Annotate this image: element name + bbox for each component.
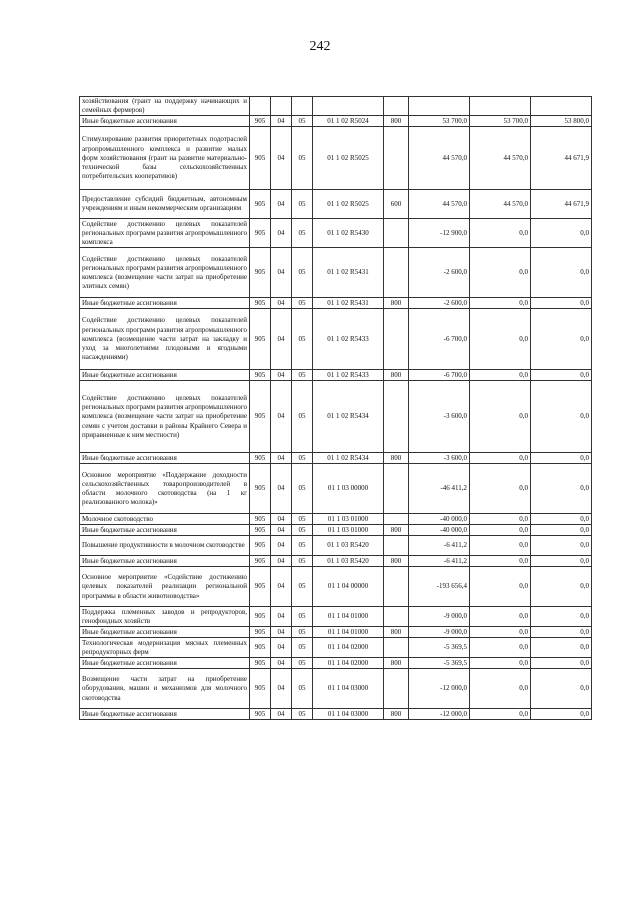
cell-pr: 05 [292,219,313,248]
cell-pr: 05 [292,127,313,190]
cell-csr: 01 1 03 01000 [313,514,384,525]
table-row [80,219,592,248]
cell-pr: 05 [292,638,313,658]
cell-csr: 01 1 02 R5025 [313,190,384,219]
cell-vr: 800 [384,709,409,720]
cell-rz: 04 [271,514,292,525]
cell-y3: 0,0 [531,370,592,381]
cell-y1 [409,97,470,116]
cell-name: Содействие достижению целевых показателей региональных программ развития агропромышленного комплекса (возмещение части затрат на закладку и уход за многолетними плодовыми и ягодными насаждениями) [80,309,250,370]
cell-pr: 05 [292,190,313,219]
cell-csr: 01 1 02 R5434 [313,381,384,453]
cell-gr: 905 [250,607,271,627]
cell-rz: 04 [271,381,292,453]
cell-y1: -193 656,4 [409,567,470,607]
cell-gr: 905 [250,248,271,298]
cell-csr: 01 1 02 R5433 [313,309,384,370]
cell-name: Иные бюджетные ассигнования [80,627,250,638]
cell-pr: 05 [292,669,313,709]
cell-name: Иные бюджетные ассигнования [80,658,250,669]
cell-rz: 04 [271,298,292,309]
budget-table [79,96,592,720]
cell-y2: 0,0 [470,298,531,309]
cell-rz: 04 [271,370,292,381]
cell-pr: 05 [292,453,313,464]
cell-y1: 44 570,0 [409,127,470,190]
cell-rz: 04 [271,464,292,514]
table-row [80,627,592,638]
cell-gr: 905 [250,556,271,567]
cell-gr: 905 [250,669,271,709]
cell-y1: -3 600,0 [409,381,470,453]
cell-name: Иные бюджетные ассигнования [80,116,250,127]
cell-y1: 44 570,0 [409,190,470,219]
cell-y2: 44 570,0 [470,127,531,190]
cell-y2: 0,0 [470,219,531,248]
cell-vr [384,638,409,658]
cell-rz: 04 [271,525,292,536]
table-row [80,453,592,464]
cell-gr: 905 [250,464,271,514]
table-row [80,514,592,525]
cell-name: Поддержка племенных заводов и репродукторов, генофондных хозяйств [80,607,250,627]
cell-y2: 0,0 [470,536,531,556]
cell-rz: 04 [271,607,292,627]
cell-vr [384,97,409,116]
cell-y1: -3 600,0 [409,453,470,464]
cell-pr: 05 [292,514,313,525]
cell-csr: 01 1 02 R5431 [313,298,384,309]
cell-vr: 800 [384,658,409,669]
cell-name: Иные бюджетные ассигнования [80,298,250,309]
cell-csr: 01 1 04 03000 [313,669,384,709]
cell-name: Основное мероприятие «Содействие достижению целевых показателей реализации региональной программы в области животноводства» [80,567,250,607]
cell-name: Иные бюджетные ассигнования [80,556,250,567]
cell-y2: 0,0 [470,381,531,453]
cell-gr: 905 [250,381,271,453]
cell-y3: 0,0 [531,514,592,525]
cell-y2: 0,0 [470,627,531,638]
cell-csr: 01 1 03 R5420 [313,556,384,567]
cell-y3: 0,0 [531,556,592,567]
table-row [80,127,592,190]
cell-csr: 01 1 03 01000 [313,525,384,536]
cell-y2: 0,0 [470,370,531,381]
cell-y2: 0,0 [470,453,531,464]
cell-csr: 01 1 04 03000 [313,709,384,720]
cell-name: Иные бюджетные ассигнования [80,709,250,720]
cell-gr: 905 [250,309,271,370]
cell-vr [384,248,409,298]
cell-y3: 0,0 [531,298,592,309]
table-row [80,536,592,556]
cell-csr: 01 1 02 R5431 [313,248,384,298]
cell-gr: 905 [250,190,271,219]
cell-y1: -9 000,0 [409,607,470,627]
cell-pr: 05 [292,536,313,556]
cell-pr: 05 [292,381,313,453]
cell-y3: 0,0 [531,453,592,464]
cell-name: хозяйствования (грант на поддержку начинающих и семейных фермеров) [80,97,250,116]
cell-csr: 01 1 02 R5024 [313,116,384,127]
cell-rz: 04 [271,567,292,607]
cell-pr: 05 [292,627,313,638]
cell-gr: 905 [250,525,271,536]
cell-gr: 905 [250,658,271,669]
cell-gr: 905 [250,453,271,464]
cell-vr [384,219,409,248]
cell-rz: 04 [271,453,292,464]
cell-csr: 01 1 02 R5025 [313,127,384,190]
cell-y3: 0,0 [531,627,592,638]
cell-rz: 04 [271,248,292,298]
cell-rz: 04 [271,709,292,720]
cell-csr: 01 1 04 01000 [313,627,384,638]
cell-vr [384,127,409,190]
table-row [80,638,592,658]
cell-pr: 05 [292,567,313,607]
table-row [80,116,592,127]
cell-vr [384,536,409,556]
cell-name: Содействие достижению целевых показателей региональных программ развития агропромышленного комплекса (возмещение части затрат на приобретение элитных семян) [80,248,250,298]
cell-csr: 01 1 04 02000 [313,658,384,669]
cell-rz: 04 [271,127,292,190]
cell-gr: 905 [250,536,271,556]
cell-pr: 05 [292,309,313,370]
cell-y3: 0,0 [531,536,592,556]
cell-y1: -5 369,5 [409,638,470,658]
cell-vr: 800 [384,116,409,127]
cell-y3: 0,0 [531,309,592,370]
cell-vr: 800 [384,556,409,567]
cell-name: Возмещение части затрат на приобретение оборудования, машин и механизмов для молочного скотоводства [80,669,250,709]
cell-rz: 04 [271,536,292,556]
cell-y3: 0,0 [531,669,592,709]
cell-y1: 53 700,0 [409,116,470,127]
cell-y2: 0,0 [470,607,531,627]
cell-name: Повышение продуктивности в молочном скотоводстве [80,536,250,556]
cell-y2: 44 570,0 [470,190,531,219]
cell-pr: 05 [292,658,313,669]
cell-rz [271,97,292,116]
cell-y2: 0,0 [470,567,531,607]
cell-y3: 0,0 [531,464,592,514]
cell-y2: 0,0 [470,669,531,709]
cell-gr: 905 [250,127,271,190]
cell-gr: 905 [250,116,271,127]
cell-y3: 0,0 [531,525,592,536]
cell-y1: -40 000,0 [409,525,470,536]
page-number: 242 [309,39,331,54]
cell-y2: 0,0 [470,309,531,370]
cell-y1: -2 600,0 [409,298,470,309]
cell-vr: 800 [384,453,409,464]
cell-y2: 0,0 [470,248,531,298]
cell-y3: 0,0 [531,219,592,248]
cell-vr [384,514,409,525]
cell-gr: 905 [250,627,271,638]
table-row [80,658,592,669]
cell-y3: 0,0 [531,638,592,658]
cell-rz: 04 [271,309,292,370]
cell-y2: 0,0 [470,514,531,525]
cell-rz: 04 [271,658,292,669]
cell-name: Молочное скотоводство [80,514,250,525]
cell-name: Содействие достижению целевых показателей региональных программ развития агропромышленного комплекса [80,219,250,248]
cell-vr [384,669,409,709]
table-row [80,709,592,720]
cell-y3: 0,0 [531,567,592,607]
cell-pr: 05 [292,248,313,298]
cell-gr: 905 [250,219,271,248]
cell-rz: 04 [271,627,292,638]
cell-y3: 0,0 [531,658,592,669]
cell-name: Иные бюджетные ассигнования [80,525,250,536]
cell-y1: -6 700,0 [409,370,470,381]
cell-y2: 0,0 [470,658,531,669]
cell-gr: 905 [250,298,271,309]
cell-pr: 05 [292,464,313,514]
cell-csr: 01 1 02 R5430 [313,219,384,248]
table-row [80,567,592,607]
cell-gr: 905 [250,567,271,607]
cell-vr [384,309,409,370]
cell-y1: -12 000,0 [409,669,470,709]
cell-vr: 600 [384,190,409,219]
cell-pr: 05 [292,525,313,536]
cell-gr: 905 [250,514,271,525]
cell-csr [313,97,384,116]
cell-csr: 01 1 04 01000 [313,607,384,627]
table-row [80,556,592,567]
cell-vr: 800 [384,370,409,381]
cell-vr: 800 [384,525,409,536]
table-body [80,97,592,720]
cell-vr: 800 [384,298,409,309]
cell-rz: 04 [271,190,292,219]
cell-pr: 05 [292,556,313,567]
cell-pr: 05 [292,298,313,309]
cell-y3: 0,0 [531,709,592,720]
table-row [80,190,592,219]
cell-pr: 05 [292,116,313,127]
cell-y1: -9 000,0 [409,627,470,638]
table-row [80,370,592,381]
cell-pr [292,97,313,116]
cell-y1: -12 900,0 [409,219,470,248]
cell-vr [384,607,409,627]
cell-y2: 0,0 [470,556,531,567]
cell-y2: 0,0 [470,709,531,720]
cell-gr: 905 [250,709,271,720]
cell-y3: 44 671,9 [531,190,592,219]
cell-y1: -5 369,5 [409,658,470,669]
table-row [80,298,592,309]
cell-rz: 04 [271,219,292,248]
cell-rz: 04 [271,669,292,709]
cell-vr [384,381,409,453]
cell-name: Иные бюджетные ассигнования [80,370,250,381]
cell-name: Основное мероприятие «Поддержание доходности сельскохозяйственных товаропроизводителей в области молочного скотоводства (на 1 кг реализованного молока)» [80,464,250,514]
cell-y3: 44 671,9 [531,127,592,190]
table-row [80,669,592,709]
table-row [80,607,592,627]
cell-vr [384,567,409,607]
cell-y1: -6 411,2 [409,536,470,556]
cell-y2 [470,97,531,116]
cell-y1: -2 600,0 [409,248,470,298]
cell-vr [384,464,409,514]
cell-y1: -6 700,0 [409,309,470,370]
cell-gr: 905 [250,638,271,658]
cell-y2: 0,0 [470,525,531,536]
cell-name: Стимулирование развития приоритетных подотраслей агропромышленного комплекса и развитие малых форм хозяйствования (грант на развитие материально-технической базы сельскохозяйственных потребительских кооперативов) [80,127,250,190]
cell-y3: 0,0 [531,248,592,298]
cell-csr: 01 1 04 00000 [313,567,384,607]
table-row [80,309,592,370]
cell-rz: 04 [271,556,292,567]
cell-y2: 0,0 [470,464,531,514]
table-row [80,381,592,453]
cell-rz: 04 [271,638,292,658]
cell-y1: -46 411,2 [409,464,470,514]
cell-pr: 05 [292,709,313,720]
cell-pr: 05 [292,607,313,627]
cell-rz: 04 [271,116,292,127]
cell-pr: 05 [292,370,313,381]
table-row [80,248,592,298]
cell-y2: 0,0 [470,638,531,658]
cell-y1: -40 000,0 [409,514,470,525]
cell-y3: 0,0 [531,381,592,453]
cell-name: Содействие достижению целевых показателей региональных программ развития агропромышленного комплекса (возмещение части затрат на приобретение семян с учетом доставки в районы Крайнего Севера и приравненные к ним местности) [80,381,250,453]
cell-y3: 53 800,0 [531,116,592,127]
cell-y2: 53 700,0 [470,116,531,127]
cell-y3: 0,0 [531,607,592,627]
cell-gr: 905 [250,370,271,381]
cell-name: Технологическая модернизация мясных племенных репродукторных ферм [80,638,250,658]
cell-y3 [531,97,592,116]
cell-csr: 01 1 02 R5434 [313,453,384,464]
cell-y1: -6 411,2 [409,556,470,567]
table-row [80,97,592,116]
cell-csr: 01 1 04 02000 [313,638,384,658]
cell-name: Иные бюджетные ассигнования [80,453,250,464]
cell-vr: 800 [384,627,409,638]
cell-csr: 01 1 02 R5433 [313,370,384,381]
cell-csr: 01 1 03 00000 [313,464,384,514]
table-row [80,525,592,536]
cell-name: Предоставление субсидий бюджетным, автономным учреждениям и иным некоммерческим организациям [80,190,250,219]
cell-gr [250,97,271,116]
cell-csr: 01 1 03 R5420 [313,536,384,556]
cell-y1: -12 000,0 [409,709,470,720]
table-row [80,464,592,514]
